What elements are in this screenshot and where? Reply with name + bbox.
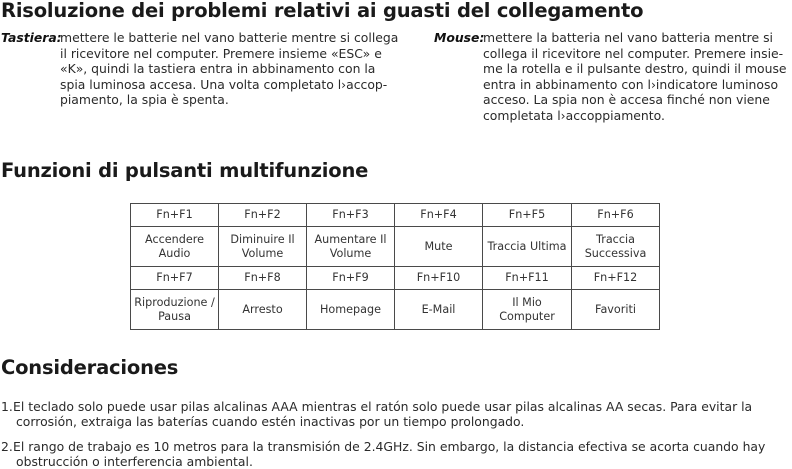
table-cell-key: Fn+F2	[219, 204, 307, 227]
functions-title: Funzioni di pulsanti multifunzione	[1, 159, 369, 182]
considerations-title: Consideraciones	[1, 356, 179, 379]
mouse-instructions	[434, 30, 792, 130]
note-text: El teclado solo puede usar pilas alcalinas AAA mientras el ratón solo puede usar pilas alcalinas AA secas. Para evitar la corrosión, extraiga las baterías cuando estén inactivas por un tiempo prolongado.	[13, 399, 753, 429]
list-item	[1, 399, 791, 429]
note-number: 2.	[1, 439, 13, 454]
table-cell-key: Fn+F9	[307, 267, 395, 290]
troubleshooting-title: Risoluzione dei problemi relativi ai guasti del collegamento	[1, 0, 644, 22]
table-row	[131, 290, 660, 330]
table-cell-key: Fn+F4	[395, 204, 483, 227]
table-cell-key: Fn+F3	[307, 204, 395, 227]
table-row	[131, 204, 660, 227]
table-row	[131, 227, 660, 267]
table-cell-function: E-Mail	[395, 290, 483, 330]
mouse-text: mettere la batteria nel vano batteria mentre si collega il ricevitore nel computer. Premere insie-me la rotella e il pulsante destro, quindi il mouse entra in abbinamento con l›indicatore luminoso acceso. La spia non è accesa finché non viene completata l›accoppiamento.	[483, 30, 787, 123]
table-cell-key: Fn+F6	[572, 204, 660, 227]
table-cell-function: Riproduzione / Pausa	[131, 290, 219, 330]
table-row	[131, 267, 660, 290]
table-cell-function: Homepage	[307, 290, 395, 330]
function-keys-table	[130, 203, 660, 330]
table-cell-function: Aumentare Il Volume	[307, 227, 395, 267]
table-cell-function: Diminuire Il Volume	[219, 227, 307, 267]
keyboard-text: mettere le batterie nel vano batterie mentre si collega il ricevitore nel computer. Premere insieme «ESC» e «K», quindi la tastiera entra in abbinamento con la spia luminosa accesa. Una volta completato l›accop-piamento, la spia è spenta.	[60, 30, 399, 108]
table-cell-function: Traccia Ultima	[483, 227, 572, 267]
keyboard-label: Tastiera:	[1, 30, 62, 45]
table-cell-key: Fn+F11	[483, 267, 572, 290]
table-cell-function: Favoriti	[572, 290, 660, 330]
list-item	[1, 439, 791, 469]
note-text: El rango de trabajo es 10 metros para la transmisión de 2.4GHz. Sin embargo, la distancia efectiva se acorta cuando hay obstrucción o interferencia ambiental.	[13, 439, 766, 469]
table-cell-function: Arresto	[219, 290, 307, 330]
table-cell-key: Fn+F10	[395, 267, 483, 290]
mouse-label: Mouse:	[434, 30, 485, 45]
table-cell-key: Fn+F7	[131, 267, 219, 290]
table-cell-key: Fn+F12	[572, 267, 660, 290]
keyboard-instructions	[1, 30, 401, 110]
table-cell-function: Traccia Successiva	[572, 227, 660, 267]
note-number: 1.	[1, 399, 13, 414]
table-cell-function: Accendere Audio	[131, 227, 219, 267]
table-cell-function: Mute	[395, 227, 483, 267]
table-cell-key: Fn+F1	[131, 204, 219, 227]
table-cell-key: Fn+F8	[219, 267, 307, 290]
table-cell-key: Fn+F5	[483, 204, 572, 227]
table-cell-function: Il Mio Computer	[483, 290, 572, 330]
